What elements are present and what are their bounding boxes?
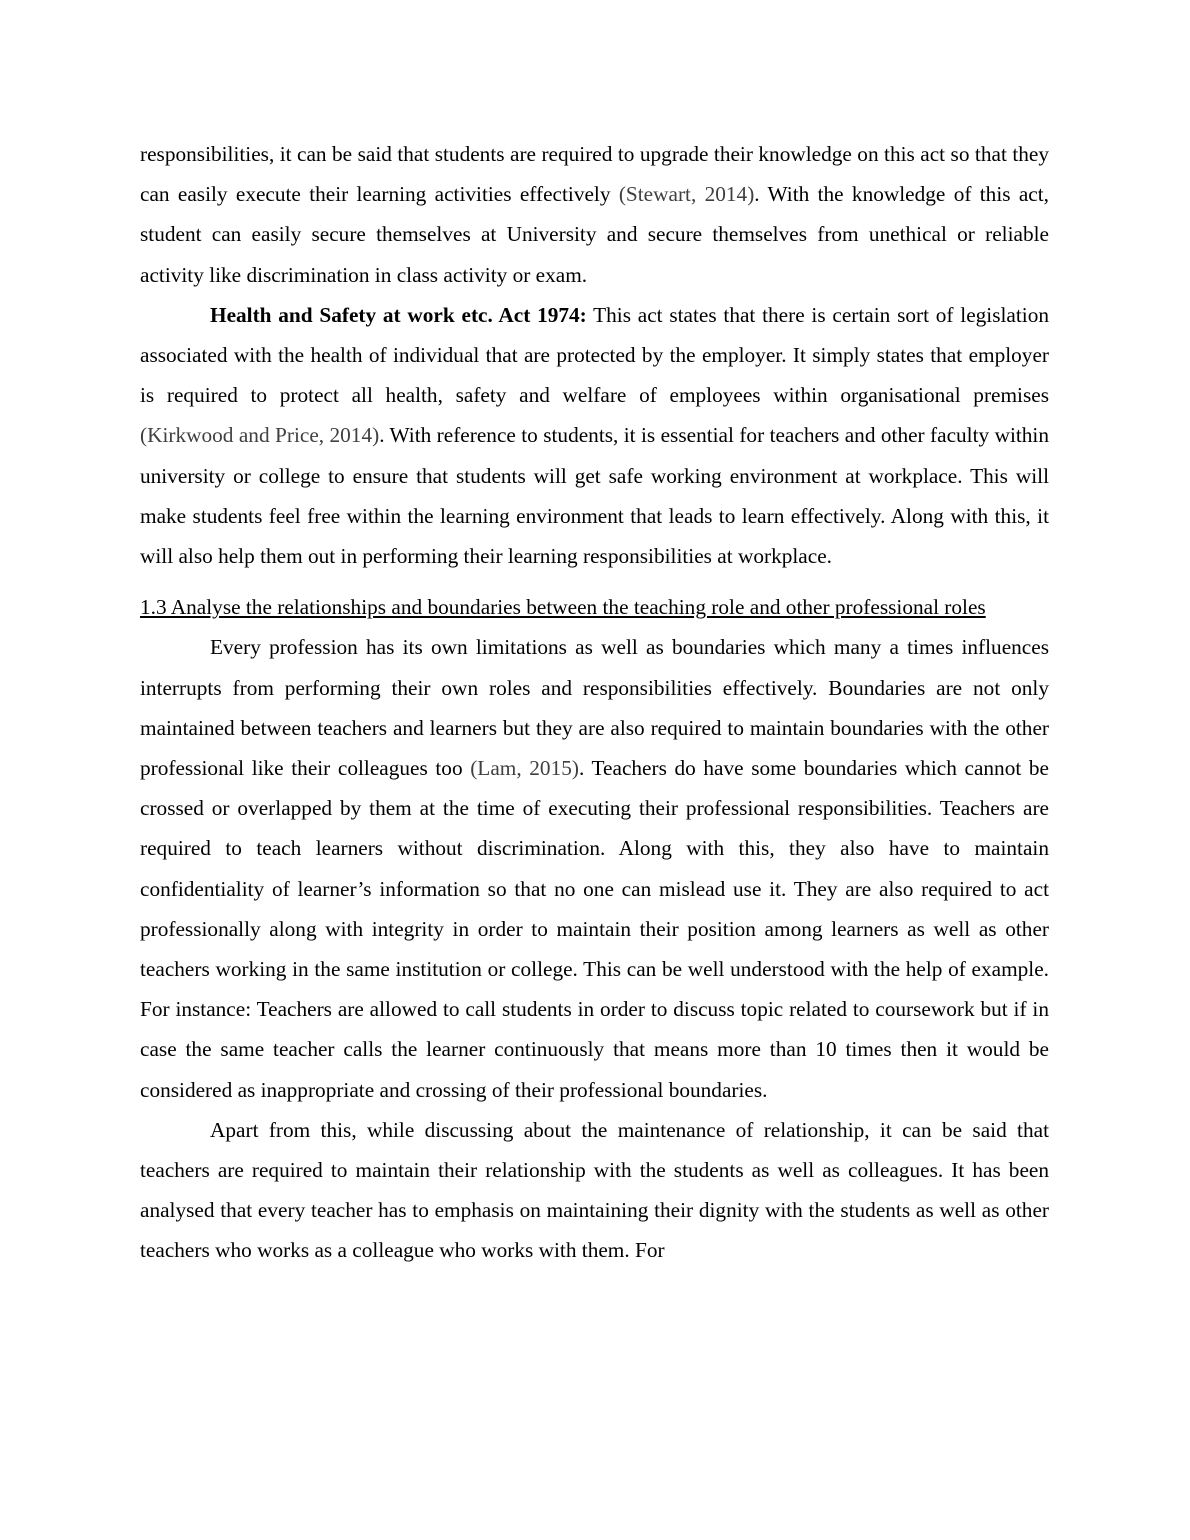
citation: (Lam, 2015) xyxy=(470,756,579,781)
paragraph-continuation xyxy=(140,134,1049,295)
paragraph-text: . With reference to students, it is essential for teachers and other faculty within university or college to ensure that students will get safe working environment at workplace. This will make students feel free within the learning environment that leads to learn effectively. Along with this, it will also help them out in performing their learning responsibilities at workplace. xyxy=(140,423,1049,569)
paragraph-relationships: Apart from this, while discussing about the maintenance of relationship, it can be said that teachers are required to maintain their relationship with the students as well as colleagues. It has been analysed that every teacher has to emphasis on maintaining their dignity with the students as well as other teachers who works as a colleague who works with them. For xyxy=(140,1117,1049,1263)
section-heading: 1.3 Analyse the relationships and boundaries between the teaching role and other professional roles xyxy=(140,595,986,620)
paragraph-text: responsibilities, it can be said that students are required to upgrade their knowledge on this act so that they can easily execute their learning activities effectively xyxy=(140,142,1049,207)
paragraph-text: This act states that there is certain sort of legislation associated with the health of individual that are protected by the employer. It simply states that employer is required to protect all health, safety and welfare of employees within organisational premises xyxy=(140,302,1049,408)
paragraph-health-safety xyxy=(140,295,1049,576)
paragraph-text: . Teachers do have some boundaries which cannot be crossed or overlapped by them at the time of executing their professional responsibilities. Teachers are required to teach learners without discrimination. Along with this, they also have to maintain confidentiality of learner’s information so that no one can mislead use it. They are also required to act professionally along with integrity in order to maintain their position among learners as well as other teachers working in the same institution or college. This can be well understood with the help of example. For instance: Teachers are allowed to call students in order to discuss topic related to coursework but if in case the same teacher calls the learner continuously that means more than 10 times then it would be considered as inappropriate and crossing of their professional boundaries. xyxy=(140,756,1049,1102)
page-content xyxy=(140,134,1049,1271)
paragraph-text: . With the knowledge of this act, student can easily secure themselves at University and secure themselves from unethical or reliable activity like discrimination in class activity or exam. xyxy=(140,182,1049,287)
paragraph-boundaries xyxy=(140,627,1049,1109)
citation: (Kirkwood and Price, 2014) xyxy=(140,423,380,448)
paragraph-lead-title: Health and Safety at work etc. Act 1974: xyxy=(210,302,587,327)
citation: (Stewart, 2014) xyxy=(618,182,755,207)
paragraph-text: Every profession has its own limitations as well as boundaries which many a times influences interrupts from performing their own roles and responsibilities effectively. Boundaries are not only maintained between teachers and learners but they are also required to maintain boundaries with the other professional like their colleagues too xyxy=(140,635,1049,781)
